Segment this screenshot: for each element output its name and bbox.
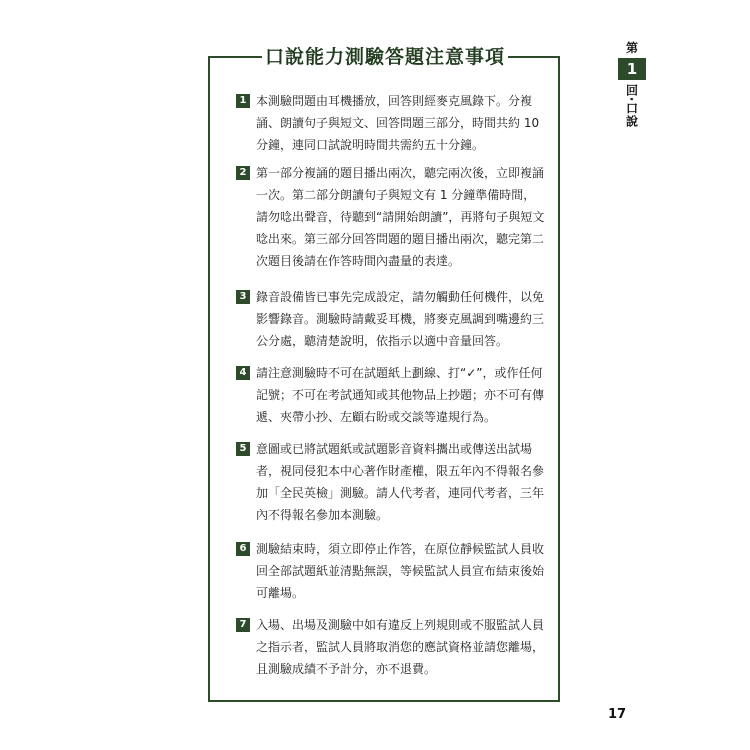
rule-number: 7: [236, 618, 250, 632]
rule-text: 意圖或已將試題紙或試題影音資料攜出或傳送出試場者，視同侵犯本中心著作財產權，限五年內不得報名參加「全民英檢」測驗。請人代考者，連同代考者，三年內不得報名參加本測驗。: [256, 442, 545, 522]
rule-item: [236, 162, 546, 286]
rule-number: 6: [236, 542, 250, 556]
rule-number: 1: [236, 94, 250, 108]
rules-list: [236, 90, 546, 680]
rule-text: 入場、出場及測驗中如有違反上列規則或不服監試人員之指示者，監試人員將取消您的應試資格並請您離場，且測驗成績不予計分，亦不退費。: [256, 618, 545, 676]
chapter-number: 1: [618, 58, 646, 80]
rule-item: [236, 538, 546, 614]
chapter-label: 第: [625, 41, 638, 55]
rule-number: 5: [236, 442, 250, 456]
page-title: 口說能力測驗答題注意事項: [262, 40, 508, 74]
rule-item: [236, 362, 546, 438]
rule-text: 請注意測驗時不可在試題紙上劃線、打“✓”，或作任何記號；不可在考試通知或其他物品上抄題；亦不可有傳遞、夾帶小抄、左顧右盼或交談等違規行為。: [256, 366, 545, 424]
rule-text: 測驗結束時，須立即停止作答，在原位靜候監試人員收回全部試題紙並清點無誤，等候監試人員宣布結束後始可離場。: [256, 542, 545, 600]
rule-item: [236, 614, 546, 680]
rule-number: 4: [236, 366, 250, 380]
rule-number: 3: [236, 290, 250, 304]
rule-number: 2: [236, 166, 250, 180]
chapter-tab: [618, 40, 646, 128]
rule-item: [236, 286, 546, 362]
chapter-section: 回‧口說: [624, 84, 639, 129]
rule-text: 本測驗問題由耳機播放，回答則經麥克風錄下。分複誦、朗讀句子與短文、回答問題三部分，時間共約 10 分鐘，連同口試說明時間共需約五十分鐘。: [256, 94, 540, 152]
page-number: 17: [608, 707, 627, 722]
rule-text: 錄音設備皆已事先完成設定，請勿觸動任何機件，以免影響錄音。測驗時請戴妥耳機，將麥克風調到嘴邊約三公分處，聽清楚說明，依指示以適中音量回答。: [256, 290, 545, 348]
rule-item: [236, 438, 546, 538]
rule-text: 第一部分複誦的題目播出兩次，聽完兩次後，立即複誦一次。第二部分朗讀句子與短文有 1 分鐘準備時間，請勿唸出聲音，待聽到“請開始朗讀”，再將句子與短文唸出來。第三部分回答問題的題目播出兩次，聽完第二次題目後請在作答時間內盡量的表達。: [256, 166, 545, 268]
rule-item: [236, 90, 546, 162]
